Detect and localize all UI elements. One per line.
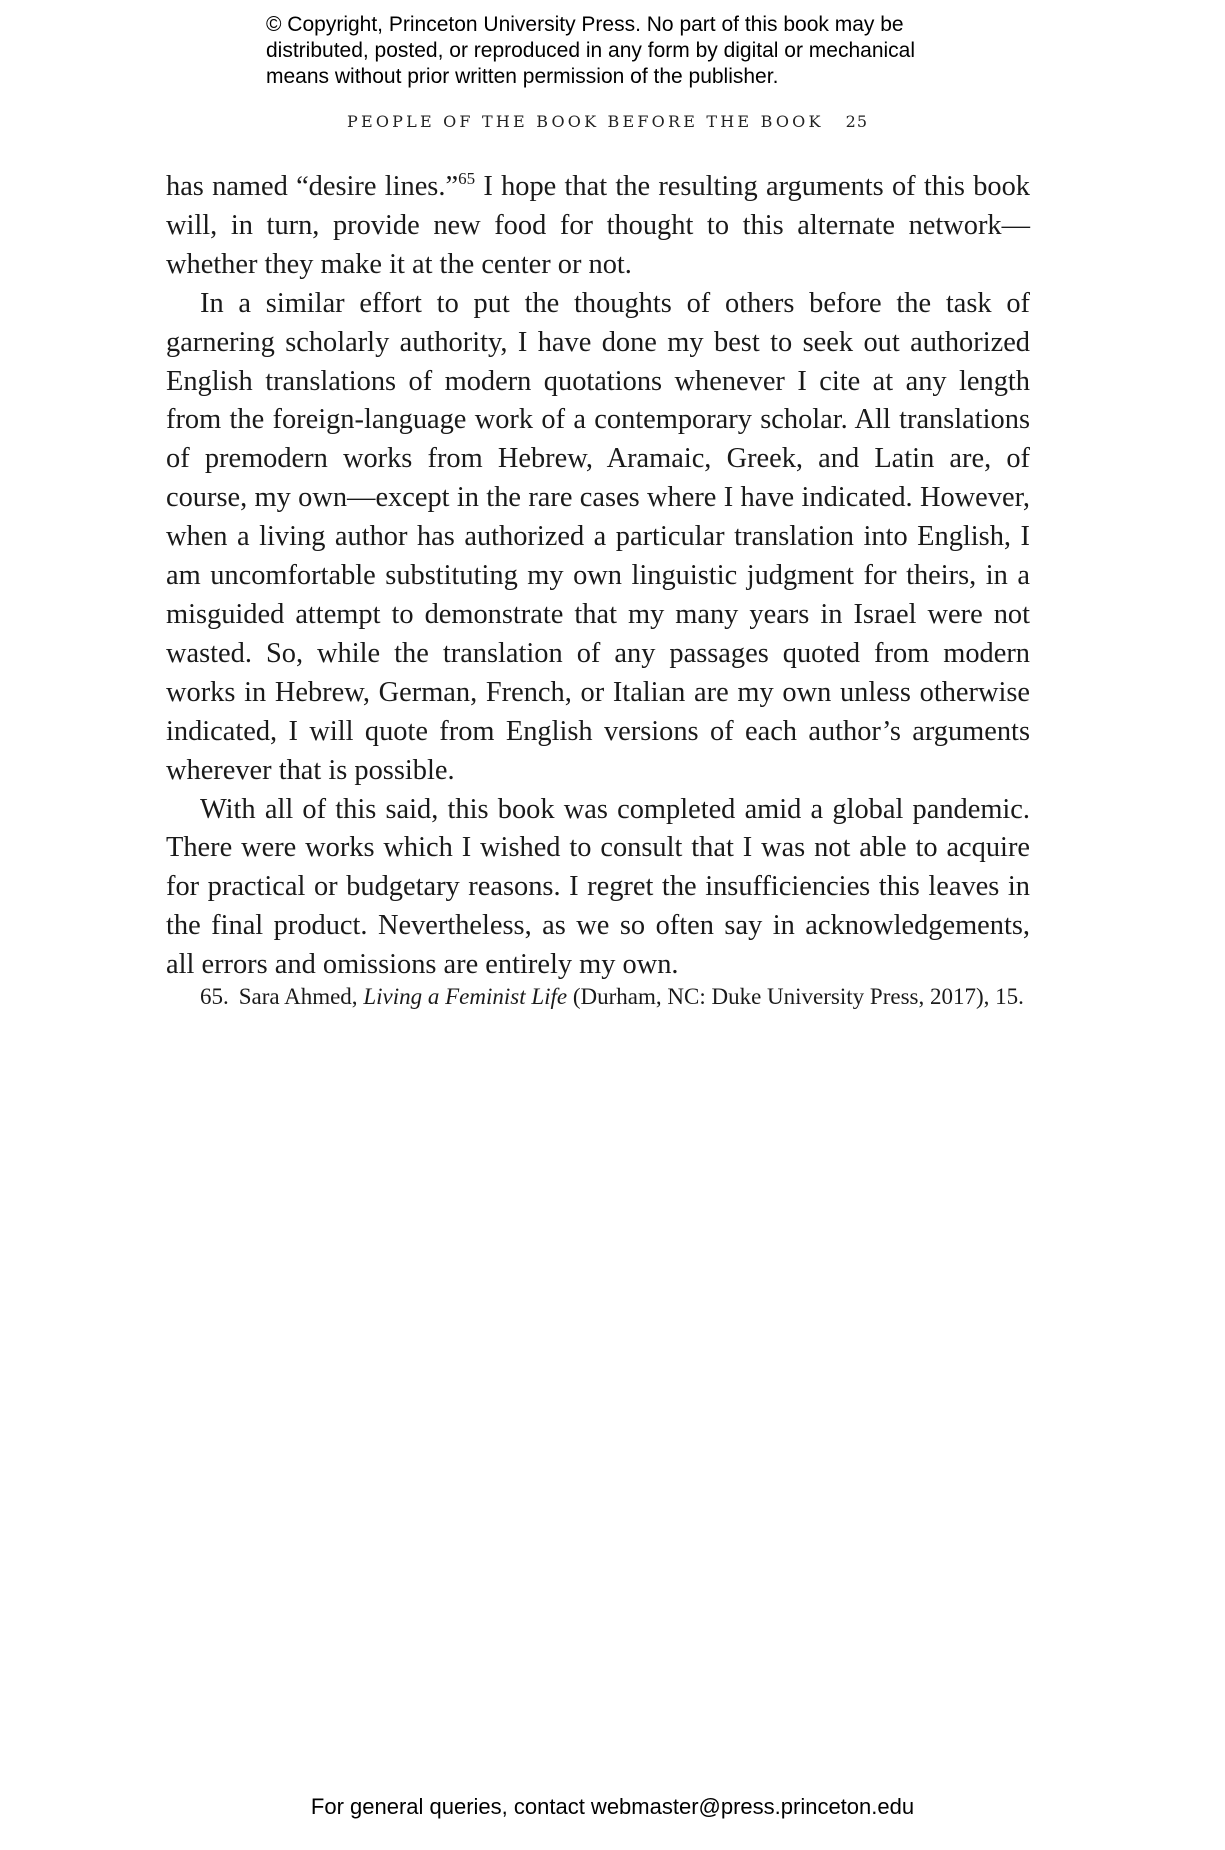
copyright-notice: © Copyright, Princeton University Press. No part of this book may be distributed, posted, or reproduced in any form by digital or mechanical means without prior written permission of the publisher. <box>266 13 916 88</box>
footnote-book-title: Living a Feminist Life <box>363 984 568 1009</box>
footnote-details: (Durham, NC: Duke University Press, 2017), 15. <box>567 984 1024 1009</box>
paragraph-1 <box>166 168 1030 285</box>
footer-contact: For general queries, contact webmaster@press.princeton.edu <box>310 1794 915 1819</box>
footnote-author: Sara Ahmed, <box>238 984 364 1009</box>
paragraph-1-start: has named “desire lines.” <box>166 171 459 202</box>
footnote <box>200 982 1040 1012</box>
paragraph-3: With all of this said, this book was completed amid a global pandemic. There were works which I wished to consult that I was not able to acquire for practical or budgetary reasons. I regret the insufficiencies this leaves in the final product. Nevertheless, as we so often say in acknowledgements, all errors and omissions are entirely my own. <box>166 793 1030 981</box>
running-head-title: PEOPLE OF THE BOOK BEFORE THE BOOK <box>347 112 824 131</box>
paragraph-2: In a similar effort to put the thoughts of others before the task of garnering scholarly authority, I have done my best to seek out authorized English translations of modern quotations whenever I cite at any length from the foreign-language work of a contemporary scholar. All translations of premodern works from Hebrew, Aramaic, Greek, and Latin are, of course, my own—except in the rare cases where I have indicated. However, when a living author has authorized a particular translation into English, I am uncomfortable substituting my own linguistic judgment for theirs, in a misguided attempt to demonstrate that my many years in Israel were not wasted. So, while the translation of any passages quoted from modern works in Hebrew, German, French, or Italian are my own unless otherwise indicated, I will quote from English versions of each author’s arguments wherever that is possible. <box>166 287 1030 786</box>
body-text <box>166 168 1030 985</box>
footnote-reference: 65 <box>458 169 476 188</box>
paragraph-1-rest: I hope that the resulting arguments of this book will, in turn, provide new food for thought to this alternate network—whether they make it at the center or not. <box>166 171 1030 280</box>
running-head <box>347 112 907 131</box>
page-number: 25 <box>845 112 869 131</box>
footnote-number: 65. <box>200 984 229 1009</box>
